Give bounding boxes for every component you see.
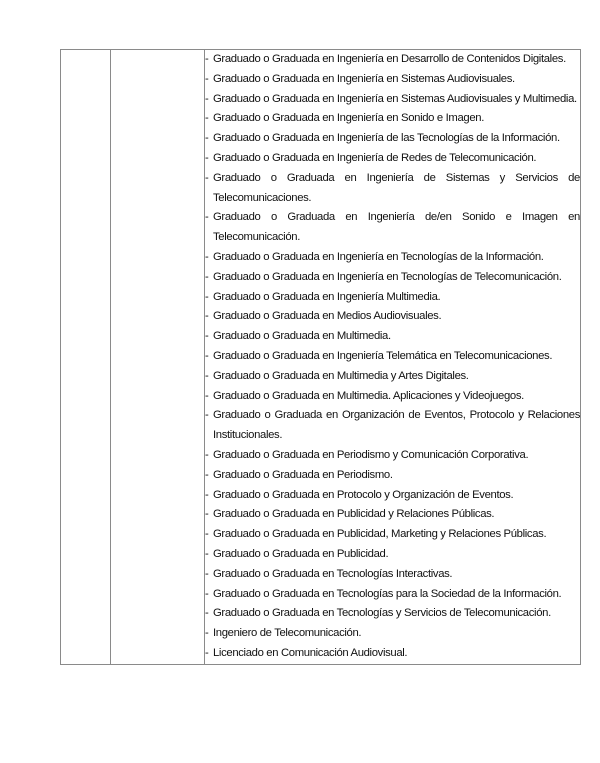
degree-list-item: - Graduado o Graduada en Periodismo y Comunicación Corporativa. xyxy=(205,446,580,466)
degree-list-item: - Graduado o Graduada en Ingeniería en Tecnologías de la Información. xyxy=(205,248,580,268)
degree-list-item: - Graduado o Graduada en Publicidad. xyxy=(205,545,580,565)
degree-list-item: - Graduado o Graduada en Tecnologías para la Sociedad de la Información. xyxy=(205,585,580,605)
degree-list-item: - Graduado o Graduada en Ingeniería en Sistemas Audiovisuales y Multimedia. xyxy=(205,90,580,110)
degree-list-item: - Graduado o Graduada en Ingeniería en Sonido e Imagen. xyxy=(205,109,580,129)
table-cell-empty-1 xyxy=(61,50,111,665)
degree-list-item: - Graduado o Graduada en Ingeniería en Tecnologías de Telecomunicación. xyxy=(205,268,580,288)
degree-list-item: - Graduado o Graduada en Publicidad, Marketing y Relaciones Públicas. xyxy=(205,525,580,545)
degree-list xyxy=(205,50,580,664)
degree-list-item: - Graduado o Graduada en Medios Audiovisuales. xyxy=(205,307,580,327)
degree-list-item: - Ingeniero de Telecomunicación. xyxy=(205,624,580,644)
degree-list-item: - Graduado o Graduada en Ingeniería Telemática en Telecomunicaciones. xyxy=(205,347,580,367)
degree-list-item: - Graduado o Graduada en Ingeniería de Sistemas y Servicios de Telecomunicaciones. xyxy=(205,169,580,209)
degree-list-item: - Graduado o Graduada en Publicidad y Relaciones Públicas. xyxy=(205,505,580,525)
degree-list-item: - Graduado o Graduada en Periodismo. xyxy=(205,466,580,486)
degree-list-item: - Graduado o Graduada en Ingeniería en Desarrollo de Contenidos Digitales. xyxy=(205,50,580,70)
degree-list-item: - Graduado o Graduada en Tecnologías y Servicios de Telecomunicación. xyxy=(205,604,580,624)
degree-table xyxy=(60,49,581,665)
degree-list-item: - Graduado o Graduada en Multimedia. xyxy=(205,327,580,347)
degree-list-item: - Graduado o Graduada en Organización de Eventos, Protocolo y Relaciones Institucionales. xyxy=(205,406,580,446)
degree-list-item: - Licenciado en Comunicación Audiovisual. xyxy=(205,644,580,664)
degree-list-item: - Graduado o Graduada en Protocolo y Organización de Eventos. xyxy=(205,486,580,506)
degree-list-item: - Graduado o Graduada en Multimedia y Artes Digitales. xyxy=(205,367,580,387)
degree-list-item: - Graduado o Graduada en Ingeniería de Redes de Telecomunicación. xyxy=(205,149,580,169)
degree-list-item: - Graduado o Graduada en Multimedia. Aplicaciones y Videojuegos. xyxy=(205,387,580,407)
degree-list-item: - Graduado o Graduada en Tecnologías Interactivas. xyxy=(205,565,580,585)
degree-list-item: - Graduado o Graduada en Ingeniería de/en Sonido e Imagen en Telecomunicación. xyxy=(205,208,580,248)
degree-list-item: - Graduado o Graduada en Ingeniería de las Tecnologías de la Información. xyxy=(205,129,580,149)
degree-list-cell xyxy=(205,50,581,665)
degree-list-item: - Graduado o Graduada en Ingeniería en Sistemas Audiovisuales. xyxy=(205,70,580,90)
table-row xyxy=(61,50,581,665)
table-cell-empty-2 xyxy=(111,50,205,665)
degree-list-item: - Graduado o Graduada en Ingeniería Multimedia. xyxy=(205,288,580,308)
